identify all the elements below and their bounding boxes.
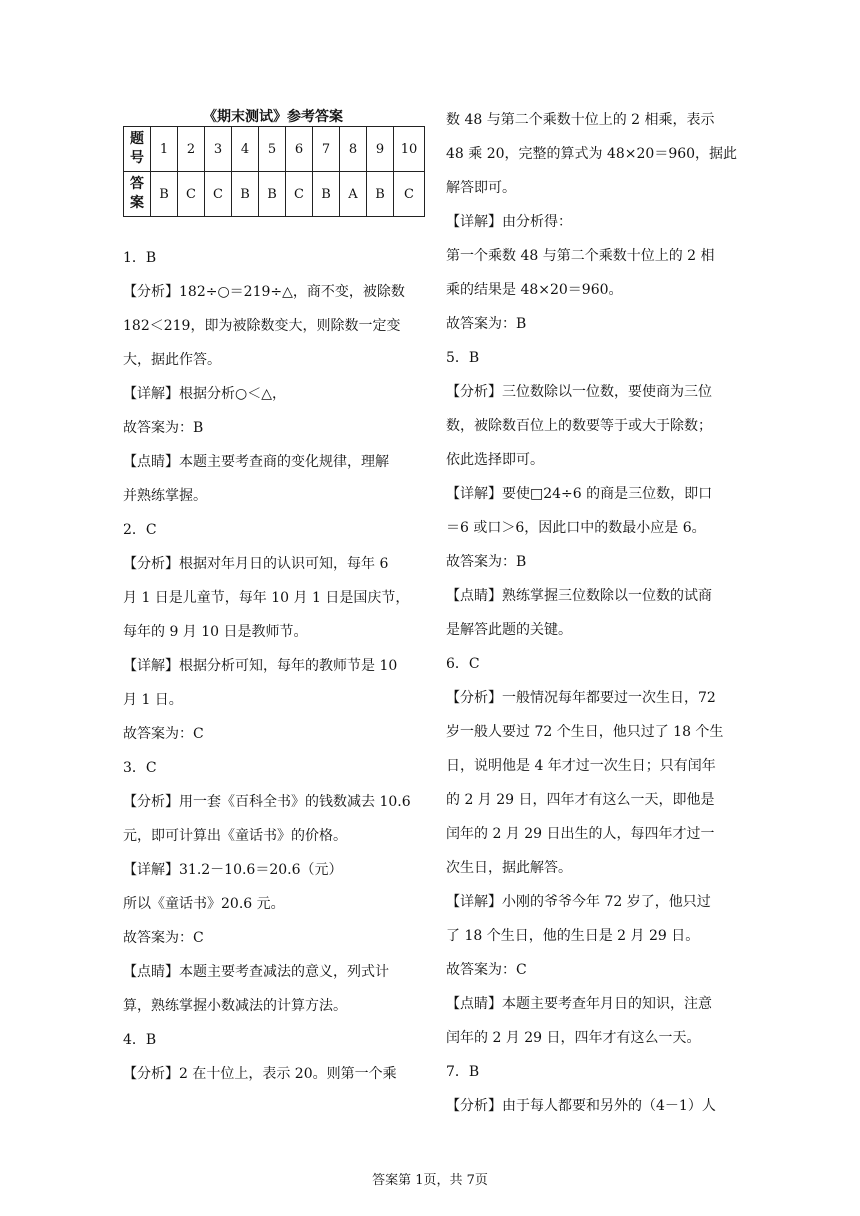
text-line: 月 1 日。 [123, 692, 183, 708]
text-line: 【分析】由于每人都要和另外的（4－1）人 [446, 1098, 716, 1114]
page-footer: 答案第 1页，共 7页 [372, 1173, 488, 1188]
table-cell: C [178, 172, 205, 217]
text-line: 岁一般人要过 72 个生日，他只过了 18 个生 [446, 724, 724, 740]
text-line: 【点睛】本题主要考查年月日的知识，注意 [446, 996, 712, 1012]
text-line: 日，说明他是 4 年才过一次生日；只有闰年 [446, 758, 716, 774]
table-cell: 8 [340, 127, 367, 172]
table-cell: B [259, 172, 286, 217]
text-line: 故答案为：B [446, 554, 527, 570]
text-line: 所以《童话书》20.6 元。 [123, 896, 285, 912]
table-cell: B [151, 172, 178, 217]
table-cell: C [286, 172, 313, 217]
text-line: 数 48 与第二个乘数十位上的 2 相乘，表示 [446, 112, 715, 128]
text-line: 【详解】小刚的爷爷今年 72 岁了，他只过 [446, 894, 711, 910]
text-line: ＝6 或口＞6，因此口中的数最小应是 6。 [446, 520, 706, 536]
answer-table [123, 126, 425, 217]
text-line: 闰年的 2 月 29 日出生的人，每四年才过一 [446, 826, 715, 842]
table-cell: 2 [178, 127, 205, 172]
text-line: 3．C [123, 760, 157, 776]
text-line: 解答即可。 [446, 180, 516, 196]
text-line: 【分析】一般情况每年都要过一次生日，72 [446, 690, 716, 706]
row-header-question-number: 题 号 [124, 127, 151, 172]
text-line: 故答案为：B [123, 420, 204, 436]
text-line: 【详解】31.2－10.6＝20.6（元） [123, 862, 343, 878]
table-cell: C [205, 172, 232, 217]
text-line: 5．B [446, 350, 480, 366]
text-line: 【分析】根据对年月日的认识可知，每年 6 [123, 556, 389, 572]
text-line: 数，被除数百位上的数要等于或大于除数； [446, 418, 712, 434]
text-line: 月 1 日是儿童节，每年 10 月 1 日是国庆节， [123, 590, 410, 606]
text-line: 48 乘 20，完整的算式为 48×20＝960，据此 [446, 146, 738, 162]
table-cell: 5 [259, 127, 286, 172]
text-line: 【分析】三位数除以一位数，要使商为三位 [446, 384, 712, 400]
table-cell: 6 [286, 127, 313, 172]
table-cell: 9 [367, 127, 394, 172]
text-line: 算，熟练掌握小数减法的计算方法。 [123, 998, 347, 1014]
text-line: 故答案为：C [123, 930, 204, 946]
table-cell: 4 [232, 127, 259, 172]
text-line: 故答案为：B [446, 316, 527, 332]
table-cell: 7 [313, 127, 340, 172]
text-line: 7．B [446, 1064, 480, 1080]
text-line: 乘的结果是 48×20＝960。 [446, 282, 623, 298]
text-line: 故答案为：C [446, 962, 527, 978]
text-line: 并熟练掌握。 [123, 488, 207, 504]
text-line: 闰年的 2 月 29 日，四年才有这么一天。 [446, 1030, 701, 1046]
text-line: 【详解】由分析得： [446, 214, 572, 230]
text-line: 【点睛】熟练掌握三位数除以一位数的试商 [446, 588, 712, 604]
text-line: 元，即可计算出《童话书》的价格。 [123, 828, 347, 844]
text-line: 故答案为：C [123, 726, 204, 742]
text-line: 依此选择即可。 [446, 452, 544, 468]
text-line: 182＜219，即为被除数变大，则除数一定变 [123, 318, 401, 334]
table-cell: 1 [151, 127, 178, 172]
table-cell: 10 [394, 127, 425, 172]
table-cell: B [313, 172, 340, 217]
table-cell: C [394, 172, 425, 217]
text-line: 6．C [446, 656, 480, 672]
text-line: 每年的 9 月 10 日是教师节。 [123, 624, 308, 640]
table-cell: B [232, 172, 259, 217]
table-cell: 3 [205, 127, 232, 172]
text-line: 1．B [123, 250, 157, 266]
text-line: 【分析】182÷○＝219÷△，商不变，被除数 [123, 284, 405, 300]
table-row [124, 172, 425, 217]
row-header-answer: 答 案 [124, 172, 151, 217]
text-line: 大，据此作答。 [123, 352, 221, 368]
text-line: 【分析】用一套《百科全书》的钱数减去 10.6 [123, 794, 411, 810]
table-cell: B [367, 172, 394, 217]
text-line: 次生日，据此解答。 [446, 860, 572, 876]
text-line: 第一个乘数 48 与第二个乘数十位上的 2 相 [446, 248, 715, 264]
text-line: 的 2 月 29 日，四年才有这么一天，即他是 [446, 792, 715, 808]
answer-key-title: 《期末测试》参考答案 [203, 109, 343, 125]
text-line: 【分析】2 在十位上，表示 20。则第一个乘 [123, 1066, 397, 1082]
text-line: 【点睛】本题主要考查减法的意义，列式计 [123, 964, 389, 980]
text-line: 是解答此题的关键。 [446, 622, 572, 638]
text-line: 4．B [123, 1032, 157, 1048]
text-line: 【详解】根据分析可知，每年的教师节是 10 [123, 658, 398, 674]
text-line: 了 18 个生日，他的生日是 2 月 29 日。 [446, 928, 700, 944]
text-line: 【点睛】本题主要考查商的变化规律，理解 [123, 454, 389, 470]
table-row [124, 127, 425, 172]
text-line: 【详解】根据分析○＜△， [123, 386, 286, 402]
table-cell: A [340, 172, 367, 217]
text-line: 【详解】要使□24÷6 的商是三位数，即口 [446, 486, 713, 502]
text-line: 2．C [123, 522, 157, 538]
